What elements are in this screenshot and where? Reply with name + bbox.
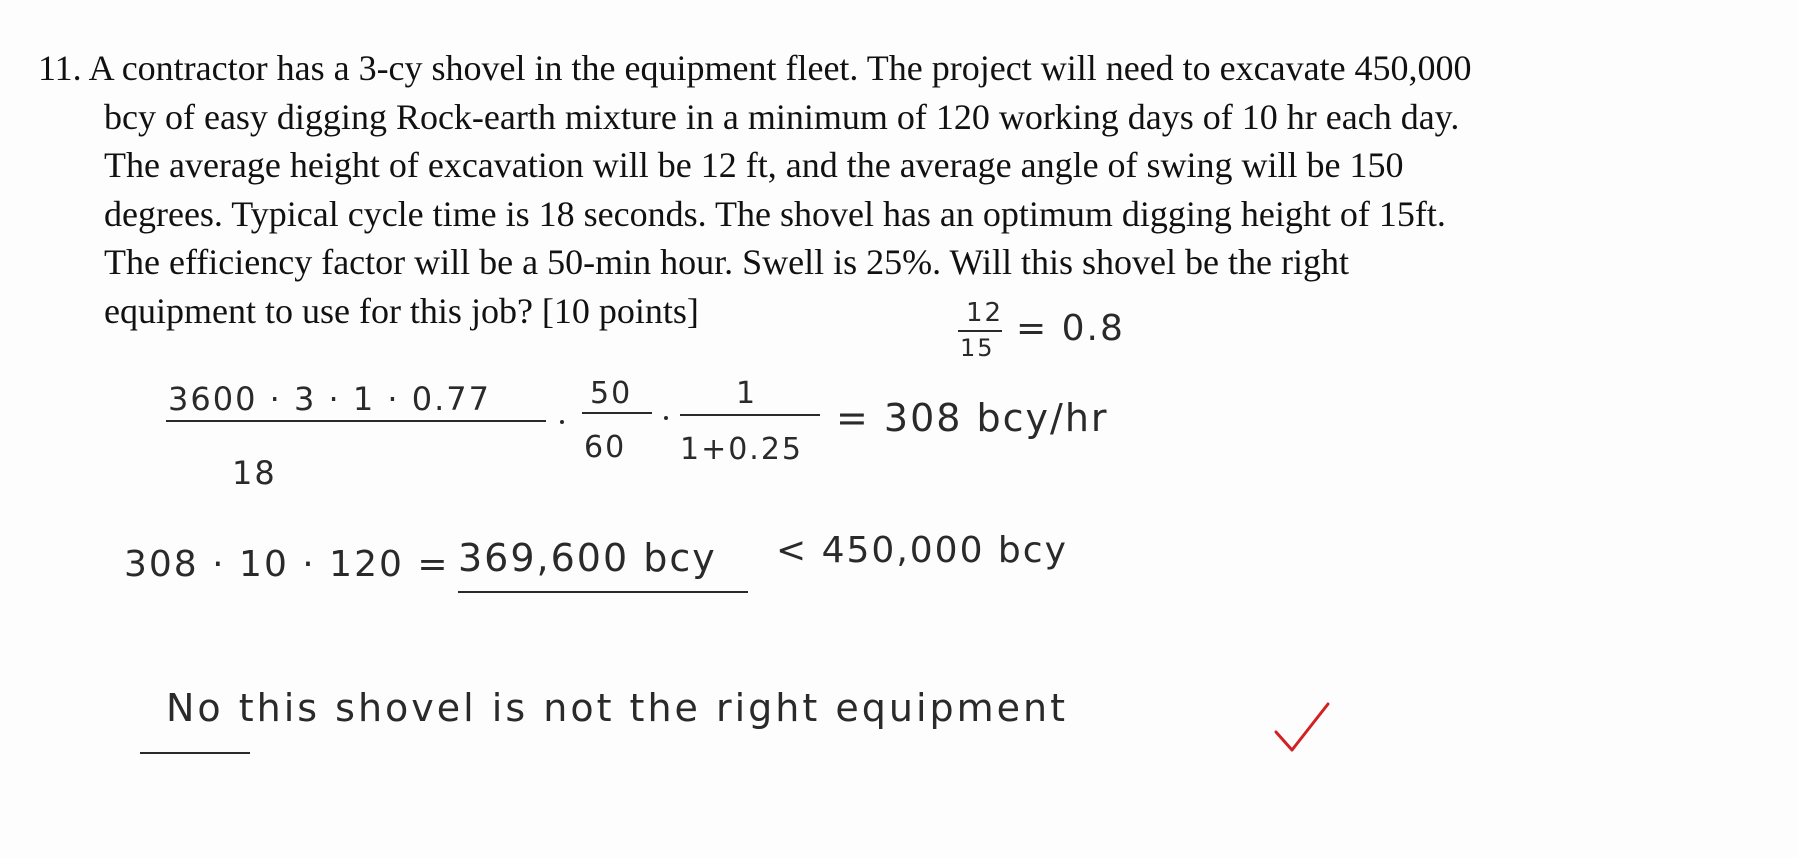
ratio-numerator: 12: [966, 298, 1004, 328]
conclusion-underline: [140, 752, 250, 754]
formula-main-numerator: 3600 · 3 · 1 · 0.77: [168, 380, 491, 418]
multiply-dot: [664, 416, 668, 420]
ratio-fraction-bar: [958, 330, 1002, 332]
ratio-result: = 0.8: [1016, 308, 1125, 349]
production-result: = 308 bcy/hr: [836, 396, 1109, 440]
formula-swell-denominator: 1+0.25: [680, 432, 804, 467]
total-underline: [458, 591, 748, 593]
ratio-denominator: 15: [960, 334, 995, 362]
formula-main-denominator: 18: [232, 454, 277, 492]
problem-line: bcy of easy digging Rock-earth mixture in a minimum of 120 working days of 10 hr each day.: [104, 96, 1460, 137]
problem-statement: [38, 44, 1758, 335]
formula-main-bar: [166, 420, 546, 422]
formula-swell-numerator: 1: [736, 376, 758, 411]
comparison: < 450,000 bcy: [776, 530, 1068, 571]
conclusion: No this shovel is not the right equipment: [166, 686, 1068, 730]
formula-swell-bar: [680, 414, 820, 416]
problem-line: 11. A contractor has a 3-cy shovel in the equipment fleet. The project will need to excavate 450,000: [38, 48, 1472, 88]
problem-line: degrees. Typical cycle time is 18 seconds. The shovel has an optimum digging height of 15ft.: [104, 193, 1446, 234]
formula-eff-denominator: 60: [584, 430, 627, 465]
formula-eff-numerator: 50: [590, 376, 633, 411]
checkmark-icon: [1272, 700, 1332, 760]
problem-line: The efficiency factor will be a 50-min hour. Swell is 25%. Will this shovel be the right: [104, 242, 1349, 282]
problem-line: The average height of excavation will be 12 ft, and the average angle of swing will be 150: [104, 145, 1404, 185]
multiply-dot: [560, 420, 564, 424]
formula-eff-bar: [582, 412, 652, 414]
total-value: 369,600 bcy: [458, 536, 717, 580]
problem-line: equipment to use for this job? [10 points]: [104, 290, 699, 331]
total-calculation: 308 · 10 · 120 =: [124, 544, 450, 585]
